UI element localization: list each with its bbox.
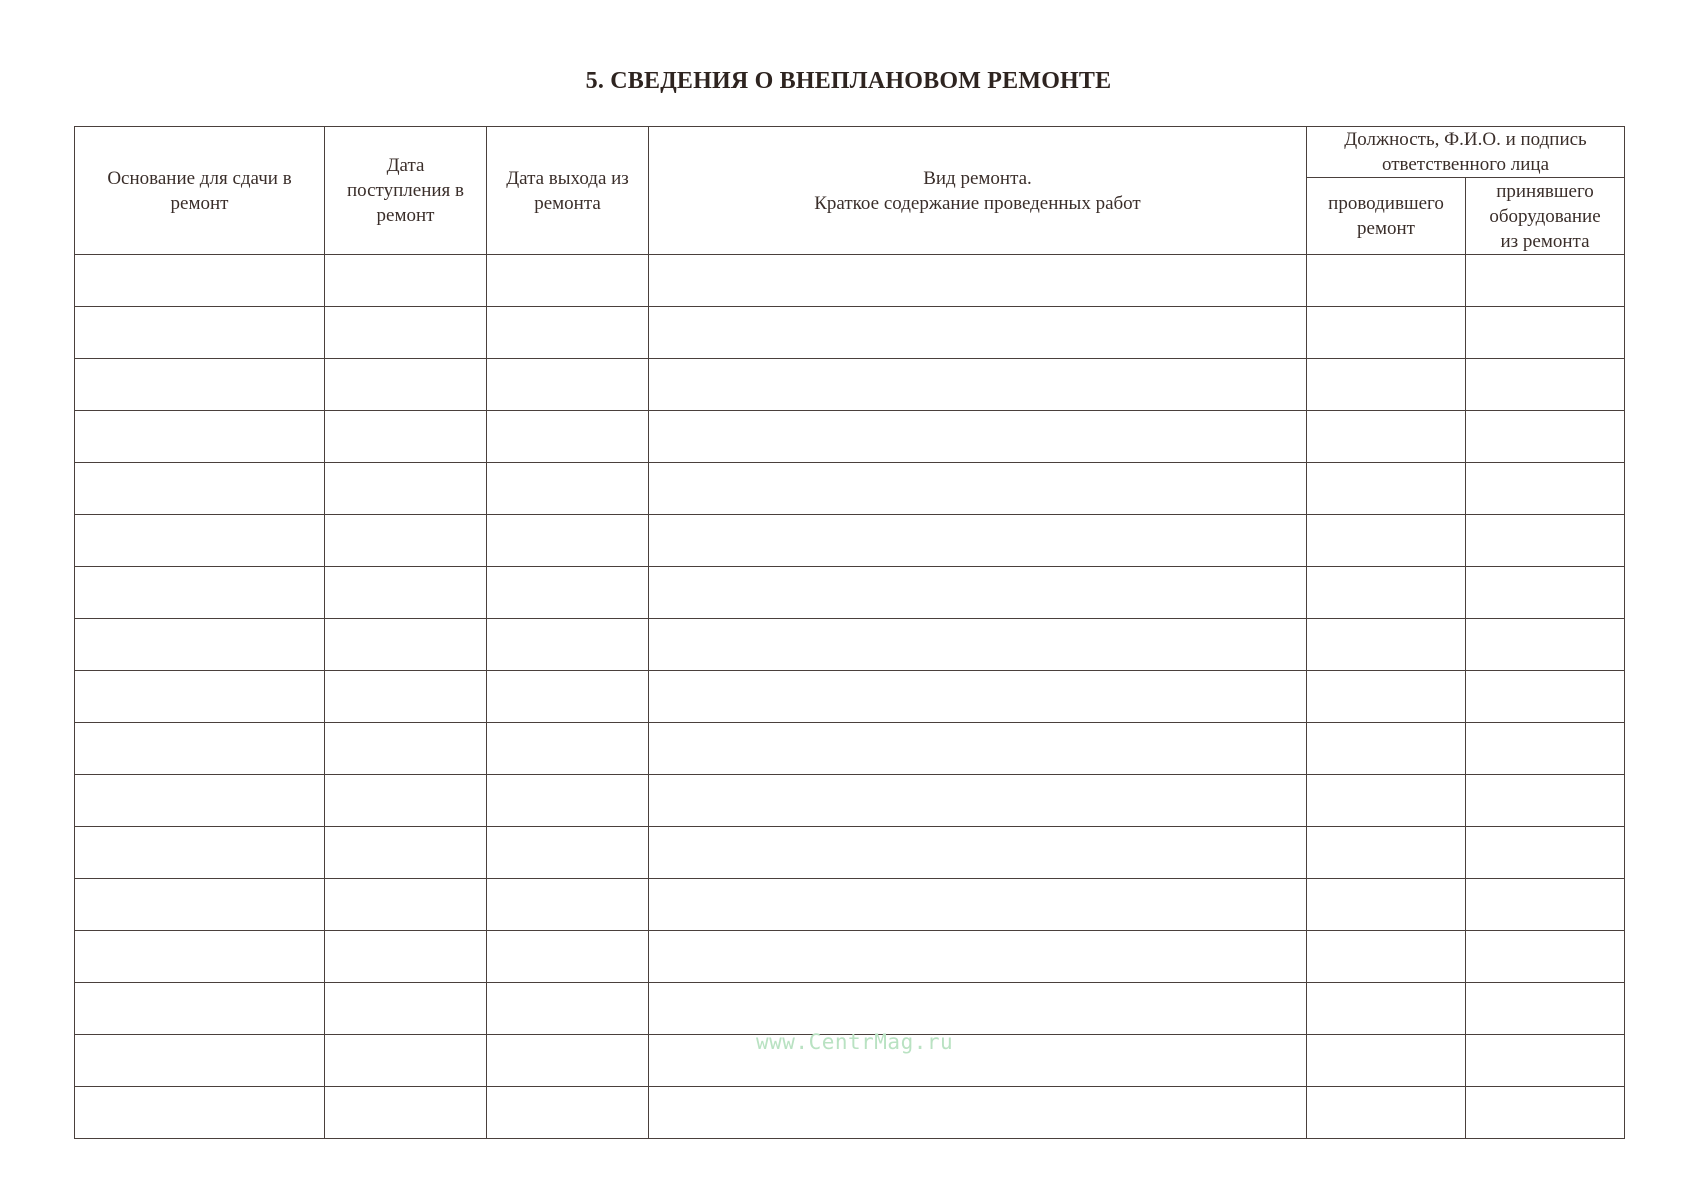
page-title: 5. СВЕДЕНИЯ О ВНЕПЛАНОВОМ РЕМОНТЕ <box>585 68 1112 94</box>
table-row <box>75 411 1625 463</box>
table-cell[interactable] <box>649 1035 1307 1087</box>
table-cell[interactable] <box>649 619 1307 671</box>
header-accepted-by-line: принявшего <box>1496 180 1594 202</box>
table-cell[interactable] <box>1466 671 1625 723</box>
table-cell[interactable] <box>649 359 1307 411</box>
table-cell[interactable] <box>75 307 325 359</box>
table-cell[interactable] <box>649 671 1307 723</box>
table-cell[interactable] <box>325 359 487 411</box>
header-repair-type-line: Вид ремонта. <box>923 167 1032 189</box>
header-performed-by <box>1307 178 1466 255</box>
table-cell[interactable] <box>325 879 487 931</box>
table-row <box>75 567 1625 619</box>
table-cell[interactable] <box>325 983 487 1035</box>
table-cell[interactable] <box>649 827 1307 879</box>
table-row <box>75 619 1625 671</box>
table-cell[interactable] <box>75 463 325 515</box>
table-cell[interactable] <box>1466 307 1625 359</box>
header-accepted-by-line: из ремонта <box>1500 230 1590 252</box>
header-date-in-line: Дата <box>386 155 425 176</box>
table-cell[interactable] <box>649 515 1307 567</box>
header-responsible-line: Должность, Ф.И.О. и подпись <box>1344 129 1587 150</box>
table-cell[interactable] <box>1307 619 1466 671</box>
table-cell[interactable] <box>487 879 649 931</box>
header-date-out-line: Дата выхода из <box>506 167 629 189</box>
table-cell[interactable] <box>1307 775 1466 827</box>
table-cell[interactable] <box>1307 983 1466 1035</box>
table-row <box>75 1087 1625 1139</box>
repair-log-table <box>74 126 1625 1139</box>
table-cell[interactable] <box>75 1035 325 1087</box>
header-repair-type <box>649 127 1307 255</box>
table-cell[interactable] <box>75 827 325 879</box>
watermark: www.CentrMag.ru <box>756 1030 954 1054</box>
table-cell[interactable] <box>487 775 649 827</box>
table-cell[interactable] <box>487 515 649 567</box>
table-cell[interactable] <box>1307 411 1466 463</box>
table-cell[interactable] <box>1466 723 1625 775</box>
table-cell[interactable] <box>1466 1087 1625 1139</box>
header-accepted-by <box>1466 178 1625 255</box>
table-cell[interactable] <box>75 671 325 723</box>
table-cell[interactable] <box>1466 879 1625 931</box>
table-cell[interactable] <box>1466 931 1625 983</box>
table-cell[interactable] <box>1466 463 1625 515</box>
table-cell[interactable] <box>1466 827 1625 879</box>
table-row <box>75 255 1625 307</box>
header-date-in-line: ремонт <box>376 205 435 226</box>
table-cell[interactable] <box>1307 931 1466 983</box>
table-cell[interactable] <box>1466 255 1625 307</box>
table-cell[interactable] <box>75 723 325 775</box>
table-cell[interactable] <box>1307 879 1466 931</box>
header-responsible-line: ответственного лица <box>1381 154 1550 175</box>
table-cell[interactable] <box>75 411 325 463</box>
table-cell[interactable] <box>1466 515 1625 567</box>
table-cell[interactable] <box>487 671 649 723</box>
table-row <box>75 723 1625 775</box>
table-cell[interactable] <box>487 1035 649 1087</box>
table-cell[interactable] <box>325 255 487 307</box>
table-cell[interactable] <box>1307 827 1466 879</box>
table-cell[interactable] <box>75 255 325 307</box>
table-cell[interactable] <box>649 879 1307 931</box>
table-cell[interactable] <box>325 671 487 723</box>
table-cell[interactable] <box>1466 359 1625 411</box>
table-cell[interactable] <box>1307 255 1466 307</box>
table-cell[interactable] <box>1466 619 1625 671</box>
header-date-out <box>487 127 649 255</box>
table-cell[interactable] <box>1307 1035 1466 1087</box>
table-cell[interactable] <box>649 255 1307 307</box>
table-cell[interactable] <box>649 931 1307 983</box>
table-cell[interactable] <box>487 255 649 307</box>
table-cell[interactable] <box>487 983 649 1035</box>
table-cell[interactable] <box>649 723 1307 775</box>
table-cell[interactable] <box>487 723 649 775</box>
table-cell[interactable] <box>649 1087 1307 1139</box>
table-cell[interactable] <box>325 827 487 879</box>
table-cell[interactable] <box>487 567 649 619</box>
header-repair-type-line: Краткое содержание проведенных работ <box>814 192 1141 214</box>
table-cell[interactable] <box>75 931 325 983</box>
header-date-in <box>325 127 487 255</box>
table-cell[interactable] <box>325 1087 487 1139</box>
table-row <box>75 879 1625 931</box>
table-cell[interactable] <box>75 359 325 411</box>
table-cell[interactable] <box>75 619 325 671</box>
table-cell[interactable] <box>649 983 1307 1035</box>
table-cell[interactable] <box>649 567 1307 619</box>
table-row <box>75 515 1625 567</box>
table-cell[interactable] <box>1466 567 1625 619</box>
table-row <box>75 359 1625 411</box>
table-cell[interactable] <box>1307 359 1466 411</box>
table-cell[interactable] <box>325 775 487 827</box>
table-cell[interactable] <box>487 1087 649 1139</box>
table-row <box>75 463 1625 515</box>
header-performed-by-line: ремонт <box>1357 218 1415 239</box>
table-cell[interactable] <box>75 775 325 827</box>
header-basis <box>75 127 325 255</box>
table-header-row <box>75 127 1625 178</box>
table-cell[interactable] <box>325 1035 487 1087</box>
table-cell[interactable] <box>325 515 487 567</box>
header-date-in-line: поступления в <box>346 180 464 201</box>
table-cell[interactable] <box>1307 567 1466 619</box>
table-cell[interactable] <box>1307 1087 1466 1139</box>
table-row <box>75 983 1625 1035</box>
table-cell[interactable] <box>1307 307 1466 359</box>
table-cell[interactable] <box>487 463 649 515</box>
table-cell[interactable] <box>75 515 325 567</box>
table-cell[interactable] <box>325 619 487 671</box>
table-cell[interactable] <box>487 359 649 411</box>
header-performed-by-line: проводившего <box>1328 193 1444 214</box>
table-cell[interactable] <box>1307 723 1466 775</box>
table-cell[interactable] <box>649 775 1307 827</box>
header-basis-line: Основание для сдачи в <box>107 167 292 189</box>
header-accepted-by-line: оборудование <box>1489 205 1601 227</box>
table-cell[interactable] <box>649 307 1307 359</box>
table-cell[interactable] <box>325 411 487 463</box>
table-cell[interactable] <box>487 307 649 359</box>
table-cell[interactable] <box>325 931 487 983</box>
table-cell[interactable] <box>487 411 649 463</box>
header-responsible <box>1307 127 1625 178</box>
table-cell[interactable] <box>487 931 649 983</box>
table-row <box>75 307 1625 359</box>
table-cell[interactable] <box>75 567 325 619</box>
table-cell[interactable] <box>1466 411 1625 463</box>
table-cell[interactable] <box>1466 983 1625 1035</box>
table-cell[interactable] <box>1307 515 1466 567</box>
table-cell[interactable] <box>649 463 1307 515</box>
table-row <box>75 931 1625 983</box>
table-row <box>75 671 1625 723</box>
table-cell[interactable] <box>325 463 487 515</box>
table-body <box>75 255 1625 1139</box>
table-cell[interactable] <box>649 411 1307 463</box>
table-cell[interactable] <box>1307 463 1466 515</box>
table-cell[interactable] <box>1466 1035 1625 1087</box>
table-cell[interactable] <box>325 307 487 359</box>
table-cell[interactable] <box>1307 671 1466 723</box>
table-cell[interactable] <box>487 619 649 671</box>
header-date-out-line: ремонта <box>534 192 601 214</box>
table-cell[interactable] <box>1466 775 1625 827</box>
table-cell[interactable] <box>75 983 325 1035</box>
table-cell[interactable] <box>325 723 487 775</box>
table-cell[interactable] <box>325 567 487 619</box>
header-basis-line: ремонт <box>170 192 229 214</box>
table-row <box>75 775 1625 827</box>
table-row <box>75 827 1625 879</box>
table-cell[interactable] <box>75 1087 325 1139</box>
table-cell[interactable] <box>487 827 649 879</box>
table-cell[interactable] <box>75 879 325 931</box>
